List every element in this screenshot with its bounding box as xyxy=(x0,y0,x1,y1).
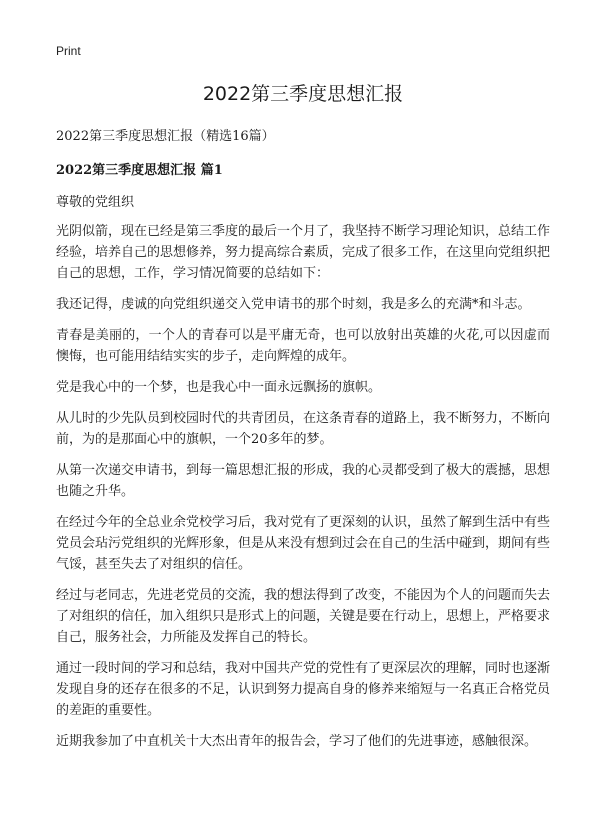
paragraph-6: 从第一次递交申请书，到每一篇思想汇报的形成，我的心灵都受到了极大的震撼，思想也随之升华。 xyxy=(56,463,551,499)
page-title: 2022第三季度思想汇报 xyxy=(202,83,404,105)
paragraph-2: 我还记得，虔诚的向党组织递交入党申请书的那个时刻，我是多么的充满*和斗志。 xyxy=(56,297,531,312)
section-heading: 2022第三季度思想汇报 篇1 xyxy=(56,163,223,178)
paragraph-10: 近期我参加了中直机关十大杰出青年的报告会，学习了他们的先进事迹，感触很深。 xyxy=(56,734,538,749)
document-subtitle: 2022第三季度思想汇报（精选16篇） xyxy=(56,129,275,144)
paragraph-7: 在经过今年的全总业余党校学习后，我对党有了更深刻的认识，虽然了解到生活中有些党员会玷污党组织的光辉形象，但是从来没有想到过会在自己的生活中碰到，期间有些气馁，甚至失去了对组织的信任。 xyxy=(56,515,551,572)
paragraph-3: 青春是美丽的，一个人的青春可以是平庸无奇，也可以放射出英雄的火花,可以因虚而懊悔，也可能用结结实实的步子，走向辉煌的成年。 xyxy=(56,328,550,364)
paragraph-5: 从儿时的少先队员到校园时代的共青团员，在这条青春的道路上，我不断努力，不断向前，为的是那面心中的旗帜，一个20多年的梦。 xyxy=(56,411,551,447)
paragraph-8: 经过与老同志，先进老党员的交流，我的想法得到了改变，不能因为个人的问题而失去了对组织的信任，加入组织只是形式上的问题，关键是要在行动上，思想上，严格要求自己，服务社会，力所能及发挥自己的特长。 xyxy=(56,588,551,645)
print-link[interactable]: Print xyxy=(56,44,81,58)
salutation: 尊敬的党组织 xyxy=(56,195,135,210)
paragraph-9: 通过一段时间的学习和总结，我对中国共产党的党性有了更深层次的理解，同时也逐渐发现自身的还存在很多的不足，认识到努力提高自身的修养来缩短与一名真正合格党员的差距的重要性。 xyxy=(56,661,551,718)
paragraph-4: 党是我心中的一个梦，也是我心中一面永远飘扬的旗帜。 xyxy=(56,380,382,395)
paragraph-1: 光阴似箭，现在已经是第三季度的最后一个月了，我坚持不断学习理论知识，总结工作经验，培养自己的思想修养，努力提高综合素质，完成了很多工作，在这里向党组织把自己的思想，工作，学习情况简要的总结如下： xyxy=(56,224,551,281)
